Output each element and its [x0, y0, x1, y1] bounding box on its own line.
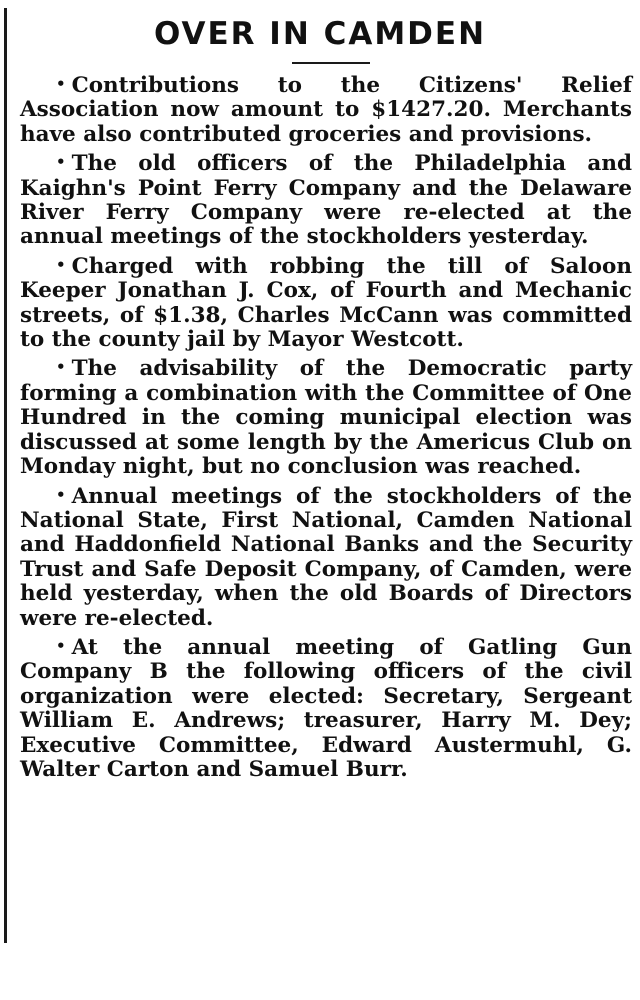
news-item — [20, 355, 632, 479]
bullet-icon: • — [56, 358, 66, 377]
news-item-text: Contributions to the Citizens' Relief Association now amount to $1427.20. Merchants have also contributed groceries and provisions. — [20, 73, 632, 147]
news-item-text: Charged with robbing the till of Saloon Keeper Jonathan J. Cox, of Fourth and Mechanic streets, of $1.38, Charles McCann was committed to the county jail by Mayor Westcott. — [20, 253, 632, 353]
bullet-icon: • — [56, 153, 66, 172]
bullet-icon: • — [56, 255, 66, 274]
bullet-icon: • — [56, 75, 66, 93]
news-item — [20, 72, 632, 147]
headline: OVER IN CAMDEN — [153, 16, 487, 52]
news-item-text: At the annual meeting of Gatling Gun Company B the following officers of the civil organization were elected: Secretary, Sergeant William E. Andrews; treasurer, Harry M. Dey; Executive Committee, Edward Austermuhl, G. Walter Carton and Samuel Burr. — [20, 634, 632, 782]
column-rule — [4, 8, 7, 943]
news-item-text: Annual meetings of the stockholders of the National State, First National, Camden National and Haddonfield National Banks and the Security Trust and Safe Deposit Company, of Camden, were held yesterday, when the old Boards of Directors were re-elected. — [20, 483, 632, 631]
news-item — [20, 150, 632, 250]
news-item-text: The advisability of the Democratic party forming a combination with the Committee of One Hundred in the coming municipal election was discussed at some length by the Americus Club on Monday night, but no conclusion was reached. — [20, 356, 632, 480]
news-item — [20, 634, 632, 782]
bullet-icon: • — [56, 636, 66, 655]
news-item — [20, 253, 632, 353]
news-items — [20, 72, 632, 785]
news-item — [20, 483, 632, 631]
headline-rule — [292, 62, 370, 64]
news-item-text: The old officers of the Philadelphia and Kaighn's Point Ferry Company and the Delaware River Ferry Company were re-elected at the annual meetings of the stockholders yesterday. — [20, 151, 632, 250]
bullet-icon: • — [56, 485, 66, 504]
